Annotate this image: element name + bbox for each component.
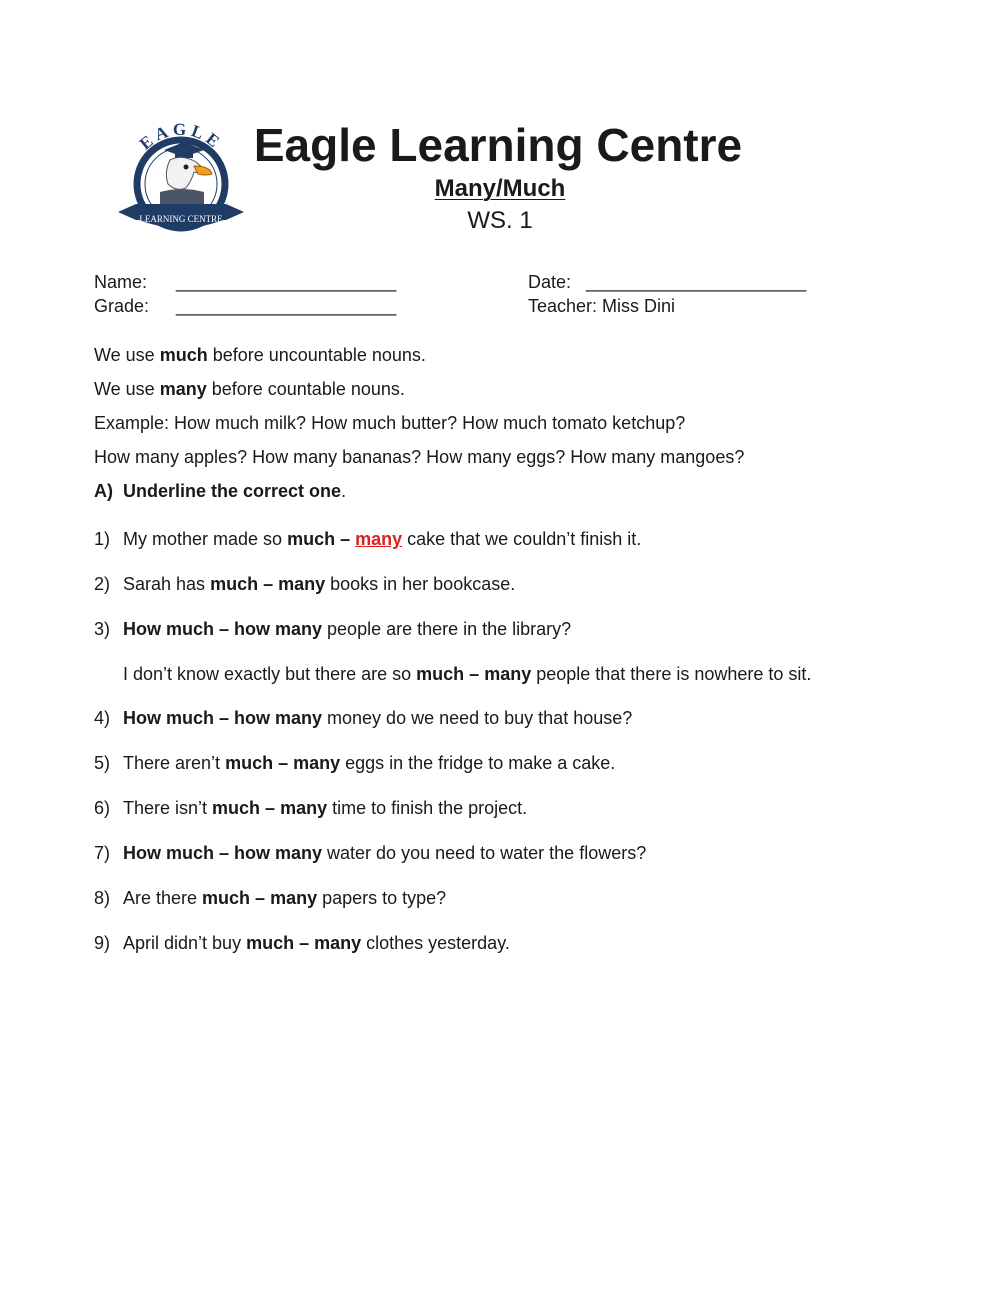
intro-line-many: We use many before countable nouns. — [94, 379, 405, 399]
date-blank[interactable]: ______________________ — [586, 272, 807, 292]
svg-text:EAGLE: EAGLE — [135, 120, 227, 154]
question-4: 4) How much – how many money do we need to buy that house? — [94, 708, 633, 728]
name-blank[interactable]: ______________________ — [176, 272, 397, 292]
example-line-1: Example: How much milk? How much butter? How much tomato ketchup? — [94, 413, 686, 433]
date-label: Date: — [528, 272, 572, 292]
question-5: 5) There aren’t much – many eggs in the fridge to make a cake. — [94, 753, 616, 773]
intro-line-much: We use much before uncountable nouns. — [94, 345, 426, 365]
question-3: 3) How much – how many people are there in the library? — [94, 619, 572, 639]
question-1: 1) My mother made so much – many cake that we couldn’t finish it. — [94, 529, 642, 549]
grade-blank[interactable]: ______________________ — [176, 296, 397, 316]
question-7: 7) How much – how many water do you need to water the flowers? — [94, 843, 647, 863]
question-2: 2) Sarah has much – many books in her bookcase. — [94, 574, 516, 594]
question-6: 6) There isn’t much – many time to finish the project. — [94, 798, 528, 818]
example-line-2: How many apples? How many bananas? How many eggs? How many mangoes? — [94, 447, 745, 467]
worksheet-subtitle: Many/Much — [434, 175, 566, 202]
selected-answer[interactable]: many — [355, 529, 403, 549]
page-title: Eagle Learning Centre — [253, 119, 743, 171]
question-9: 9) April didn’t buy much – many clothes yesterday. — [94, 933, 510, 953]
worksheet-number: WS. 1 — [467, 207, 533, 234]
grade-label: Grade: — [94, 296, 150, 316]
question-3-followup: I don’t know exactly but there are so much – many people that there is nowhere to sit. — [123, 664, 812, 684]
section-a-heading: A) Underline the correct one. — [94, 481, 347, 501]
logo-ribbon-text: LEARNING CENTRE — [139, 214, 223, 224]
question-8: 8) Are there much – many papers to type? — [94, 888, 447, 908]
name-label: Name: — [94, 272, 148, 292]
teacher-label: Teacher: Miss Dini — [528, 296, 676, 316]
